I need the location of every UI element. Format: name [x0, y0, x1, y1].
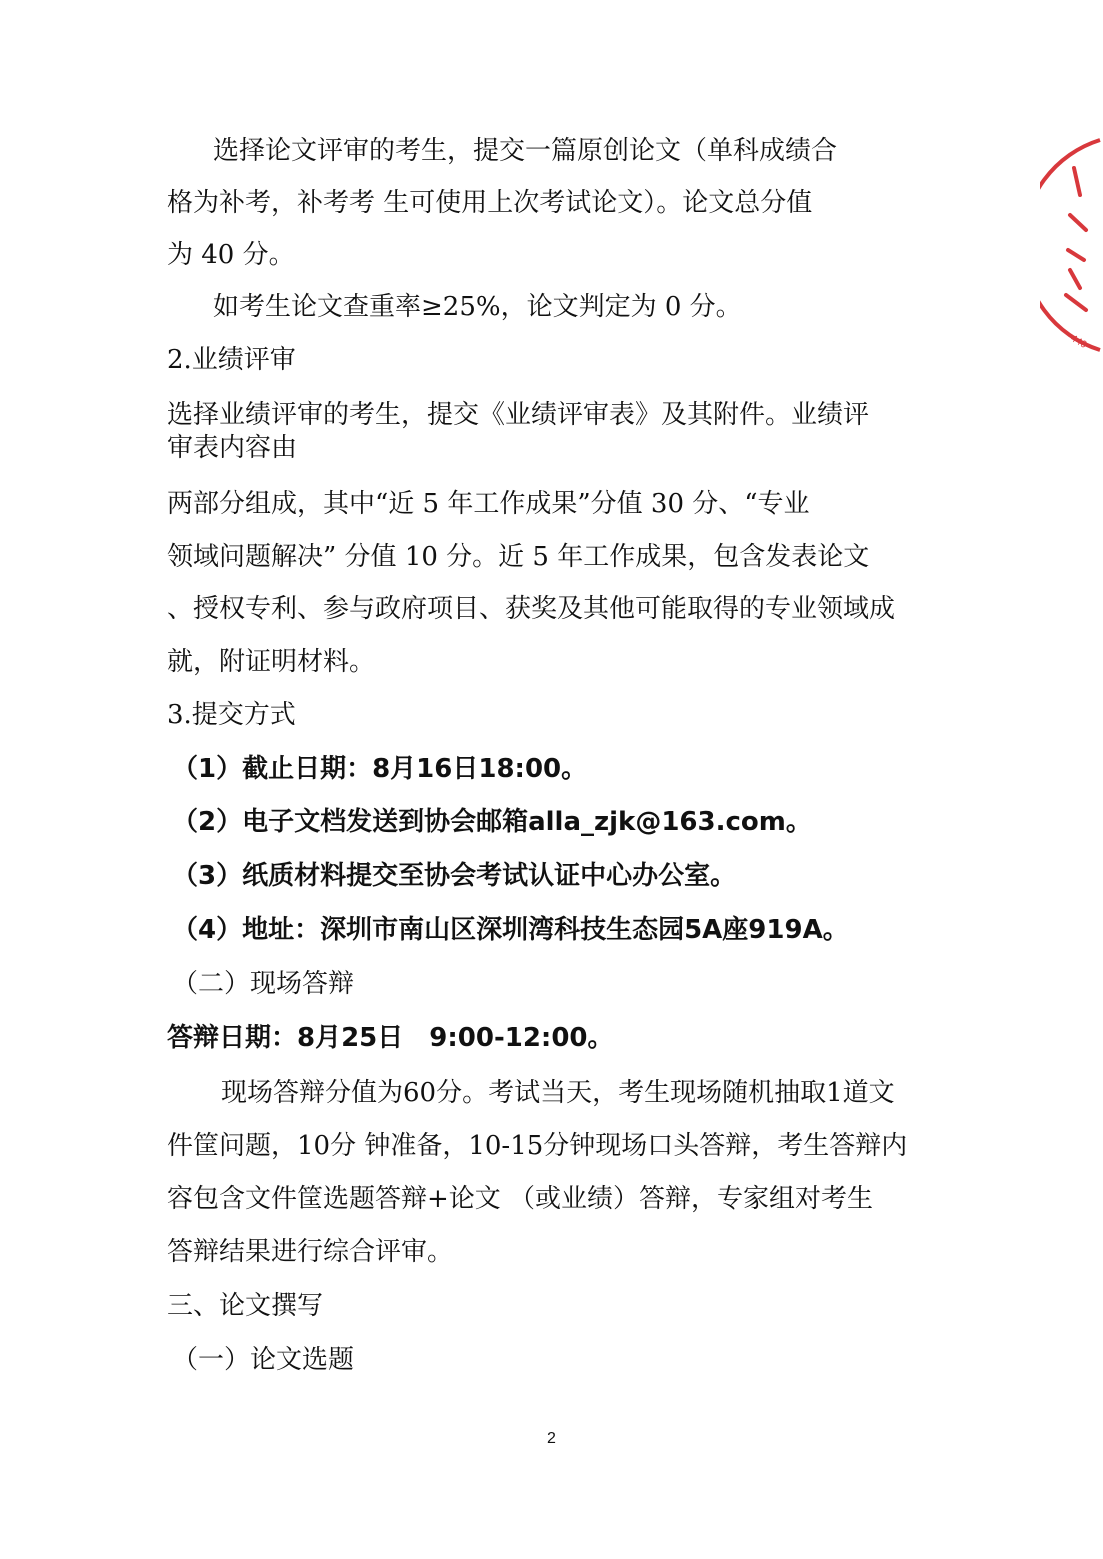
address-item: （4）地址：深圳市南山区深圳湾科技生态园5A座919A。	[172, 915, 849, 945]
seal-mark	[1066, 168, 1086, 310]
page-number: 2	[547, 1430, 556, 1447]
seal-arc	[1040, 140, 1100, 350]
paragraph-line: 、授权专利、参与政府项目、获奖及其他可能取得的专业领域成	[167, 594, 896, 624]
subsection-heading: （一）论文选题	[172, 1345, 355, 1375]
deadline-item: （1）截止日期：8月16日18:00。	[172, 754, 588, 784]
paragraph-line: 为 40 分。	[167, 240, 295, 270]
paragraph-line: 领域问题解决” 分值 10 分。近 5 年工作成果，包含发表论文	[167, 542, 870, 572]
paragraph-line: 答辩结果进行综合评审。	[167, 1237, 454, 1267]
paragraph-line: 两部分组成，其中“近 5 年工作成果”分值 30 分、“专业	[167, 489, 810, 519]
paragraph-line: 审表内容由	[167, 433, 298, 463]
paragraph-line: 选择业绩评审的考生，提交《业绩评审表》及其附件。业绩评	[167, 400, 870, 430]
paragraph-line: 格为补考，补考考 生可使用上次考试论文）。论文总分值	[167, 188, 813, 218]
defense-date: 答辩日期：8月25日 9:00-12:00。	[167, 1023, 614, 1053]
seal-number: 440	[1068, 333, 1089, 351]
paper-material-item: （3）纸质材料提交至协会考试认证中心办公室。	[172, 861, 737, 891]
section-heading: 3.提交方式	[167, 700, 296, 730]
paragraph-line: 容包含文件筐选题答辩+论文 （或业绩）答辩，专家组对考生	[167, 1184, 874, 1214]
seal-stamp	[1040, 120, 1103, 370]
section-heading: 2.业绩评审	[167, 345, 296, 375]
paragraph-line: 现场答辩分值为60分。考试当天，考生现场随机抽取1道文	[221, 1078, 895, 1108]
paragraph-line: 就，附证明材料。	[167, 647, 376, 677]
section-heading: 三、论文撰写	[167, 1291, 324, 1321]
subsection-heading: （二）现场答辩	[172, 969, 355, 999]
paragraph-line: 选择论文评审的考生，提交一篇原创论文（单科成绩合	[213, 136, 838, 166]
paragraph-line: 件筐问题，10分 钟准备，10-15分钟现场口头答辩，考生答辩内	[167, 1131, 908, 1161]
email-item: （2）电子文档发送到协会邮箱alla_zjk@163.com。	[172, 807, 812, 837]
paragraph-line: 如考生论文查重率≥25%，论文判定为 0 分。	[213, 292, 742, 322]
